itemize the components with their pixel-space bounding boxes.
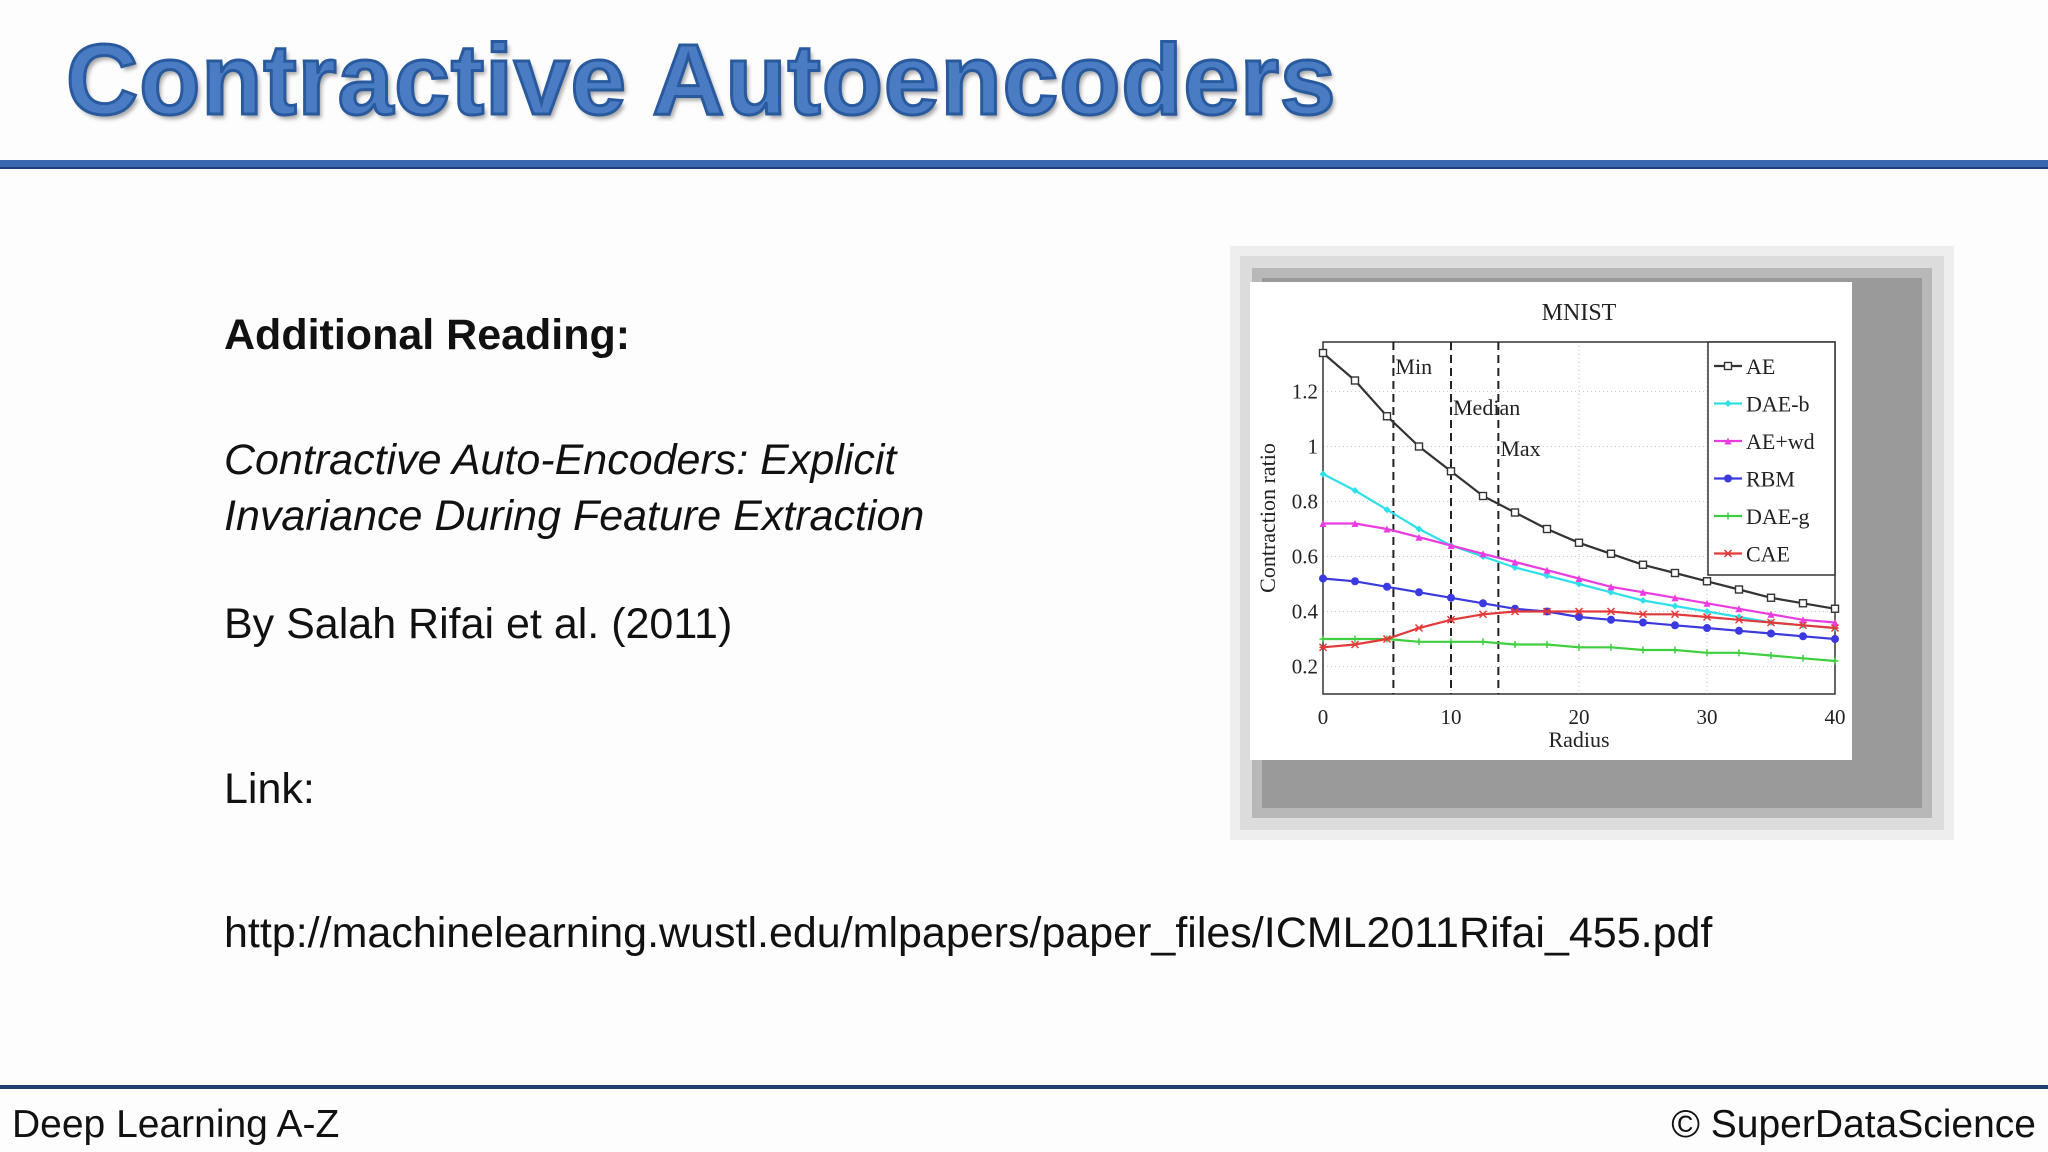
data-point-dae-b [1672,603,1679,610]
data-point-dae-g [1704,649,1711,656]
data-point-dae-g [1320,636,1327,643]
course-name: Deep Learning A-Z [12,1103,340,1146]
y-axis-label: Contraction ratio [1255,443,1280,593]
data-point-ae [1704,578,1711,585]
x-tick-label: 0 [1317,705,1329,729]
data-point-rbm [1640,619,1647,626]
data-point-dae-b [1640,597,1647,604]
y-tick-label: 0.6 [1291,544,1318,569]
data-point-rbm [1736,627,1743,634]
data-point-ae [1832,605,1839,612]
data-point-dae-g [1512,641,1519,648]
data-point-ae [1800,600,1807,607]
y-tick-label: 0.4 [1291,599,1318,624]
paper-title-line: Contractive Auto-Encoders: Explicit [224,436,897,484]
data-point-dae-g [1800,655,1807,662]
data-point-ae [1352,377,1359,384]
data-point-ae [1384,413,1391,420]
data-point-ae [1512,509,1519,516]
data-point-ae [1672,570,1679,577]
contraction-chart [1250,282,1852,760]
data-point-ae [1736,586,1743,593]
data-point-rbm [1448,594,1455,601]
data-point-dae-g [1576,644,1583,651]
paper-title-line: Invariance During Feature Extraction [224,491,925,540]
data-point-ae [1608,550,1615,557]
data-point-cae [1608,608,1615,615]
x-tick-label: 10 [1440,705,1462,729]
data-point-dae-g [1544,641,1551,648]
legend-marker-rbm [1725,475,1732,482]
slide-title: Contractive Autoencoders [66,24,1337,136]
data-point-ae [1320,350,1327,357]
data-point-ae [1768,594,1775,601]
data-point-dae-g [1480,638,1487,645]
data-point-rbm [1800,633,1807,640]
legend-label-dae-b: DAE-b [1746,391,1810,417]
y-tick-label: 0.8 [1291,489,1318,514]
data-point-rbm [1832,636,1839,643]
data-point-dae-g [1608,644,1615,651]
reference-label-median: Median [1453,395,1521,420]
chart-title: MNIST [1541,300,1617,326]
paper-link[interactable]: http://machinelearning.wustl.edu/mlpapers/paper_files/ICML2011Rifai_455.pdf [224,909,1713,957]
footer-divider [0,1085,2048,1089]
reference-label-max: Max [1500,436,1541,461]
paper-authors: By Salah Rifai et al. (2011) [224,600,733,648]
data-point-ae [1576,539,1583,546]
legend-label-ae: AE [1746,354,1776,379]
additional-reading-label: Additional Reading: [224,311,631,359]
data-point-cae [1416,625,1423,632]
data-point-ae [1448,468,1455,475]
reference-label-min: Min [1395,354,1433,379]
data-point-rbm [1704,625,1711,632]
data-point-dae-g [1640,647,1647,654]
data-point-dae-g [1448,638,1455,645]
data-point-rbm [1320,575,1327,582]
x-axis-label: Radius [1548,727,1610,752]
contraction-chart-figure [1250,282,1852,760]
data-point-dae-g [1768,652,1775,659]
data-point-rbm [1672,622,1679,629]
legend-label-cae: CAE [1746,541,1790,567]
legend-marker-ae [1725,363,1732,370]
paper-title [224,433,924,545]
data-point-ae [1416,443,1423,450]
data-point-rbm [1384,583,1391,590]
y-tick-label: 0.2 [1291,654,1318,679]
y-tick-label: 1.2 [1291,379,1318,404]
series-line-rbm [1323,579,1835,640]
link-label: Link: [224,765,315,813]
data-point-ae [1640,561,1647,568]
x-tick-label: 40 [1824,705,1846,729]
legend-label-dae-g: DAE-g [1746,504,1810,529]
copyright: © SuperDataScience [1671,1103,2036,1146]
data-point-ae [1544,526,1551,533]
legend-label-rbm: RBM [1746,466,1795,492]
data-point-dae-g [1672,647,1679,654]
x-tick-label: 30 [1696,705,1718,729]
data-point-rbm [1768,630,1775,637]
data-point-rbm [1416,589,1423,596]
data-point-rbm [1480,600,1487,607]
data-point-rbm [1352,578,1359,585]
data-point-dae-g [1832,658,1839,665]
title-divider [0,160,2048,169]
y-tick-label: 1 [1307,434,1318,459]
data-point-ae [1480,493,1487,500]
data-point-dae-g [1736,649,1743,656]
x-tick-label: 20 [1568,705,1590,729]
data-point-rbm [1608,616,1615,623]
data-point-dae-g [1416,638,1423,645]
legend-label-ae-wd: AE+wd [1746,429,1815,454]
